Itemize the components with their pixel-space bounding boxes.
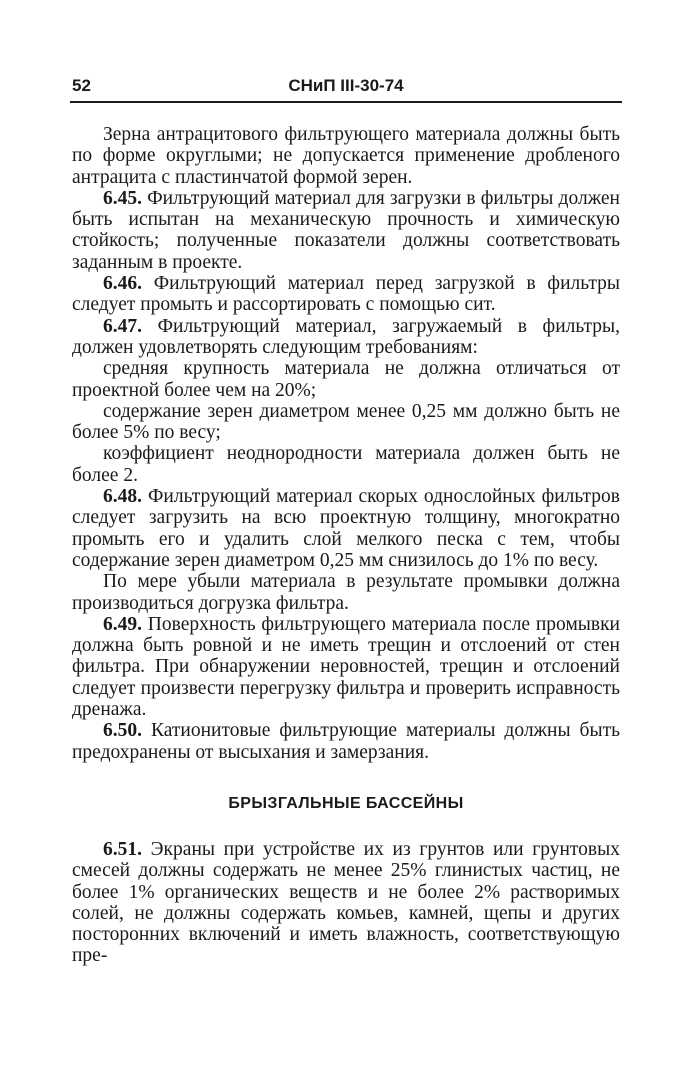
paragraph-topping-up bbox=[72, 571, 620, 614]
paragraph-text: Фильтрующий материал для загрузки в фильтры должен быть испытан на механическую прочность и химическую стойкость; полученные показатели должны соответствовать заданным в проекте. bbox=[72, 187, 620, 273]
clause-number: 6.49. bbox=[103, 613, 142, 635]
paragraph-text: Фильтрующий материал перед загрузкой в фильтры следует промыть и рассортировать с помощью сит. bbox=[72, 273, 620, 316]
page-header bbox=[70, 74, 622, 100]
clause-number: 6.45. bbox=[103, 187, 142, 209]
paragraph-text: Катионитовые фильтрующие материалы должны быть предохранены от высыхания и замерзания. bbox=[72, 720, 620, 763]
paragraph-6-50 bbox=[72, 720, 620, 763]
section-heading: БРЫЗГАЛЬНЫЕ БАССЕЙНЫ bbox=[228, 794, 464, 812]
paragraph-6-46 bbox=[72, 273, 620, 316]
paragraph-6-48 bbox=[72, 486, 620, 571]
paragraph-antracite-grains bbox=[72, 124, 620, 188]
paragraph-6-45 bbox=[72, 188, 620, 273]
paragraph-text: Фильтрующий материал, загружаемый в фильтры, должен удовлетворять следующим требованиям: bbox=[72, 315, 620, 358]
clause-number: 6.47. bbox=[103, 315, 142, 337]
paragraph-text: По мере убыли материала в результате промывки должна производиться догрузка фильтра. bbox=[72, 571, 620, 614]
paragraph-text: коэффициент неоднородности материала должен быть не более 2. bbox=[72, 443, 620, 486]
paragraph-6-49 bbox=[72, 614, 620, 720]
requirement-fine-grains bbox=[72, 401, 620, 444]
paragraph-text: Фильтрующий материал скорых однослойных фильтров следует загрузить на всю проектную толщину, многократно промыть его и удалить слой мелкого песка с тем, чтобы содержание зерен диаметром 0,25 мм снизилось до 1% по весу. bbox=[72, 486, 620, 571]
paragraph-6-51 bbox=[72, 839, 620, 967]
paragraph-text: Экраны при устройстве их из грунтов или грунтовых смесей должны содержать не менее 25% глинистых частиц, не более 1% органических веществ и не более 2% растворимых солей, не должны содержать комьев, камней, щепы и других посторонних включений и иметь влажность, соответствующую пре- bbox=[72, 838, 620, 967]
paragraph-text: Поверхность фильтрующего материала после промывки должна быть ровной и не иметь трещин и отслоений от стен фильтра. При обнаружении неровностей, трещин и отслоений следует произвести перегрузку фильтра и проверить исправность дренажа. bbox=[72, 613, 620, 721]
body-text bbox=[72, 124, 620, 967]
clause-number: 6.51. bbox=[103, 838, 142, 860]
clause-number: 6.48. bbox=[103, 486, 142, 508]
paragraph-6-47 bbox=[72, 316, 620, 359]
clause-number: 6.50. bbox=[103, 720, 142, 742]
requirement-mean-size bbox=[72, 358, 620, 401]
running-title: СНиП III-30-74 bbox=[288, 76, 404, 95]
paragraph-text: содержание зерен диаметром менее 0,25 мм должно быть не более 5% по весу; bbox=[72, 400, 620, 444]
header-rule bbox=[70, 101, 622, 103]
clause-number: 6.46. bbox=[103, 273, 142, 295]
page-number: 52 bbox=[72, 76, 91, 95]
requirement-heterogeneity bbox=[72, 443, 620, 486]
paragraph-text: средняя крупность материала не должна отличаться от проектной более чем на 20%; bbox=[72, 358, 620, 401]
paragraph-text: Зерна антрацитового фильтрующего материала должны быть по форме округлыми; не допускается применение дробленого антрацита с пластинчатой формой зерен. bbox=[72, 124, 620, 188]
